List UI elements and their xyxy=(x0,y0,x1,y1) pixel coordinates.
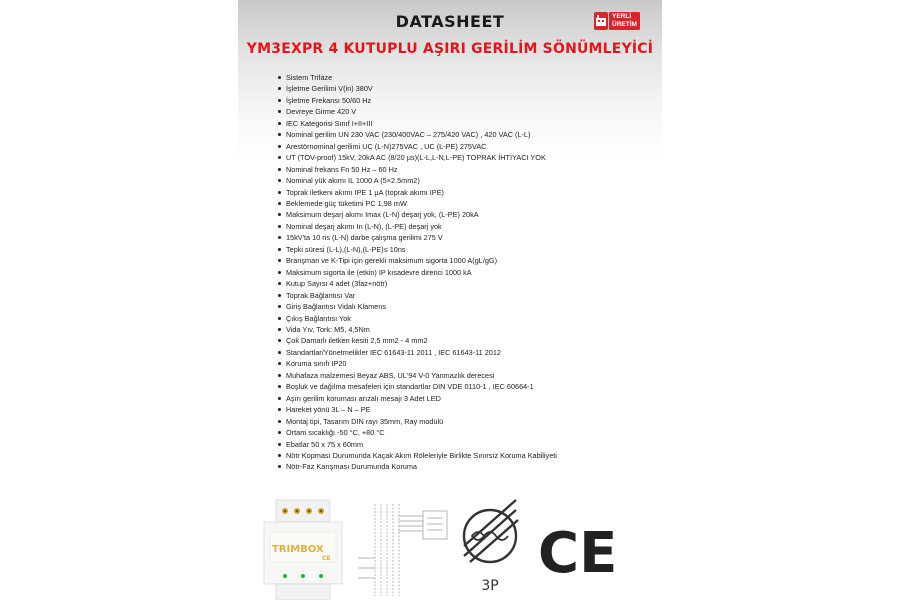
list-item: İşletme Frekansı 50/60 Hz xyxy=(286,95,662,106)
list-item: Muhafaza malzemesi Beyaz ABS, UL'94 V-0 Yanmazlık derecesi xyxy=(286,370,662,381)
list-item: Giriş Bağlantısı Vidalı Klamens xyxy=(286,301,662,312)
list-item: Nominal yük akımı IL 1000 A (5×2.5mm2) xyxy=(286,175,662,186)
poles-label: 3P xyxy=(481,578,499,594)
list-item: Hareket yönü 3L – N – PE xyxy=(286,404,662,415)
list-item: Devreye Girme 420 V xyxy=(286,106,662,117)
product-images-row xyxy=(238,496,662,600)
list-item: Montaj tipi, Tasarım DIN rayı 35mm, Ray modülü xyxy=(286,416,662,427)
list-item: Toprak iletkeni akımı IPE 1 µA (toprak akımı IPE) xyxy=(286,187,662,198)
list-item: Ebatlar 50 x 75 x 60mm xyxy=(286,439,662,450)
list-item: Çıkış Bağlantısı Yok xyxy=(286,313,662,324)
list-item: UT (TOV-proof) 15kV, 20kA AC (8/20 µs)(L-L,L-N,L-PE) TOPRAK İHTİYACI YOK xyxy=(286,152,662,163)
three-pole-symbol xyxy=(464,500,518,562)
list-item: Koruma sınıfı IP20 xyxy=(286,358,662,369)
list-item: IEC Kategorisi Sınıf I+II+III xyxy=(286,118,662,129)
list-item: Nominal frekans Fn 50 Hz – 60 Hz xyxy=(286,164,662,175)
list-item: Branşman ve K-Tipi için gerekli maksimum sigorta 1000 A(gL/gG) xyxy=(286,255,662,266)
list-item: Maksimum sigorta ile (etkin) IP kısadevre direnci 1000 kA xyxy=(286,267,662,278)
list-item: Aşırı gerilim koruması arızalı mesajı 3 Adet LED xyxy=(286,393,662,404)
list-item: Standartlar/Yönetmelikler IEC 61643-11 2011 , IEC 61643-11 2012 xyxy=(286,347,662,358)
svg-text:CE: CE xyxy=(538,521,618,586)
list-item: 15kV'ta 10 ns (L-N) darbe çalışma gerilimi 275 V xyxy=(286,232,662,243)
datasheet-page xyxy=(238,0,662,600)
list-item: Nötr Kopması Durumunda Kaçak Akım Röleleriyle Birlikte Sınırsız Koruma Kabiliyeti xyxy=(286,450,662,461)
list-item: Nominal deşarj akımı In (L-N), (L-PE) deşarj yok xyxy=(286,221,662,232)
list-item: İşletme Gerilimi V(in) 380V xyxy=(286,83,662,94)
list-item: Beklemede güç tüketimi PC 1,98 mW xyxy=(286,198,662,209)
list-item: Nötr-Faz Karışması Durumunda Koruma xyxy=(286,461,662,472)
list-item: Maksimum deşarj akımı Imax (L-N) deşarj yok, (L-PE) 20kA xyxy=(286,209,662,220)
yerli-uretim-badge xyxy=(594,12,640,30)
list-item: Sistem Trifaze xyxy=(286,72,662,83)
list-item: Kutup Sayısı 4 adet (3faz+nötr) xyxy=(286,278,662,289)
wiring-diagram xyxy=(358,504,447,596)
list-item: Toprak Bağlantısı Var xyxy=(286,290,662,301)
product-subtitle: YM3EXPR 4 KUTUPLU AŞIRI GERİLİM SÖNÜMLEYİCİ xyxy=(246,41,654,57)
device-ce-mark: CE xyxy=(322,555,331,562)
list-item: Ortam sıcaklığı -50 °C, +80 °C xyxy=(286,427,662,438)
list-item: Vida Yıv, Tork: M5, 4,5Nm xyxy=(286,324,662,335)
badge-label: YERLİ ÜRETİM xyxy=(609,12,640,30)
list-item: Tepki süresi (L-L),(L-N),(L-PE)≤ 10ns xyxy=(286,244,662,255)
spec-list xyxy=(278,72,662,473)
ce-mark xyxy=(538,521,617,586)
device-image xyxy=(264,500,342,600)
list-item: Arestörnominal gerilimi UC (L-N)275VAC , UC (L-PE) 275VAC xyxy=(286,141,662,152)
page-title: DATASHEET xyxy=(395,12,505,31)
list-item: Çok Damarlı iletken kesiti 2,5 mm2 - 4 mm2 xyxy=(286,335,662,346)
list-item: Boşluk ve dağılma mesafeleri için standartlar DIN VDE 0110-1 , IEC 60664-1 xyxy=(286,381,662,392)
brand-logo: TRIMBOX xyxy=(272,544,324,555)
factory-icon xyxy=(594,12,608,30)
list-item: Nominal gerilim UN 230 VAC (230/400VAC – 275/420 VAC) , 420 VAC (L-L) xyxy=(286,129,662,140)
